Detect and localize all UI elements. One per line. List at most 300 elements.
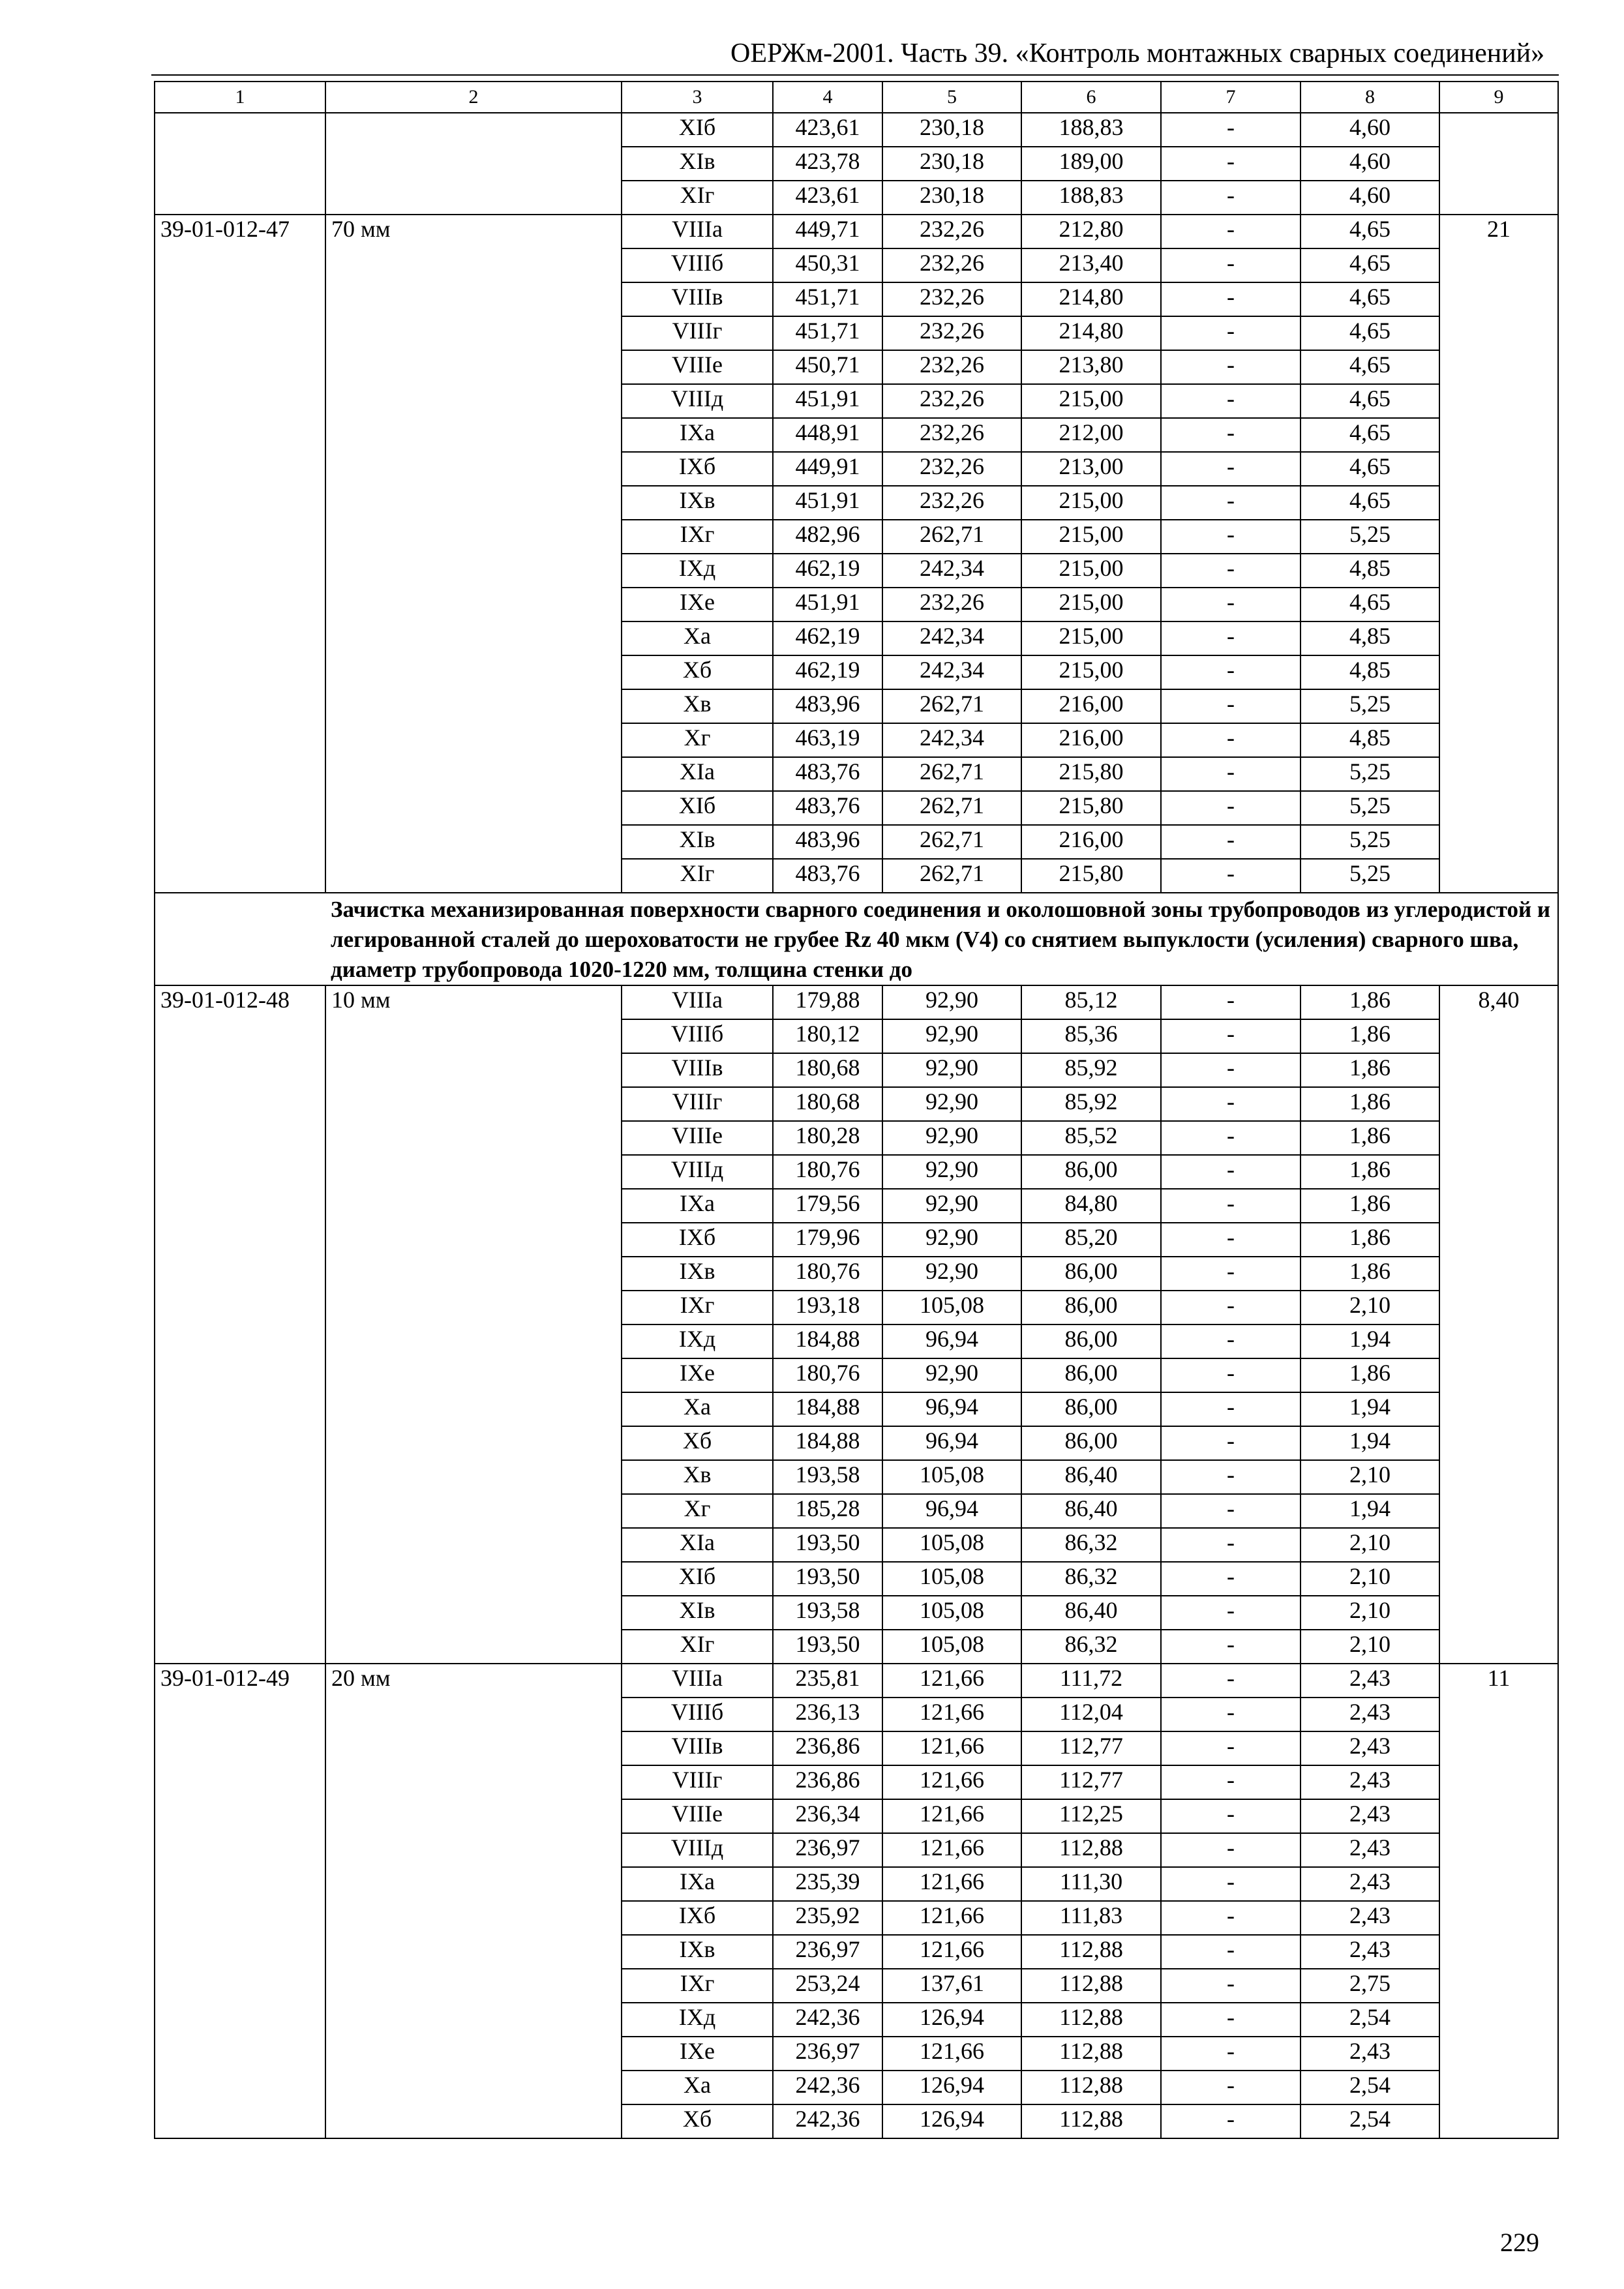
materials-cell: 4,65 [1301,384,1439,418]
materials-cell: 4,65 [1301,452,1439,486]
incl-wages-cell: - [1161,248,1301,282]
total-cost-cell: 180,76 [773,1358,882,1392]
incl-wages-cell: - [1161,1528,1301,1562]
machine-cost-cell: 86,00 [1021,1291,1161,1324]
resource-class-cell: IXв [622,486,773,520]
resource-class-cell: VIIIд [622,1833,773,1867]
machine-cost-cell: 112,88 [1021,2071,1161,2104]
machine-cost-cell: 112,88 [1021,1969,1161,2003]
total-cost-cell: 180,68 [773,1087,882,1121]
resource-class-cell: VIIIб [622,1698,773,1731]
total-cost-cell: 483,96 [773,689,882,723]
machine-cost-cell: 112,88 [1021,2003,1161,2037]
scrap-value-cell [1439,113,1558,215]
labor-cost-cell: 232,26 [882,418,1021,452]
machine-cost-cell: 215,00 [1021,621,1161,655]
resource-class-cell: Xб [622,1426,773,1460]
total-cost-cell: 235,39 [773,1867,882,1901]
resource-class-cell: IXб [622,1223,773,1257]
machine-cost-cell: 112,25 [1021,1799,1161,1833]
labor-cost-cell: 105,08 [882,1291,1021,1324]
incl-wages-cell: - [1161,723,1301,757]
materials-cell: 2,43 [1301,2037,1439,2071]
incl-wages-cell: - [1161,825,1301,859]
total-cost-cell: 450,71 [773,350,882,384]
machine-cost-cell: 112,88 [1021,2104,1161,2138]
machine-cost-cell: 111,30 [1021,1867,1161,1901]
incl-wages-cell: - [1161,1867,1301,1901]
materials-cell: 1,94 [1301,1392,1439,1426]
machine-cost-cell: 86,32 [1021,1528,1161,1562]
labor-cost-cell: 96,94 [882,1324,1021,1358]
rate-code-cell: 39-01-012-48 [155,985,325,1664]
total-cost-cell: 451,71 [773,282,882,316]
labor-cost-cell: 121,66 [882,1935,1021,1969]
total-cost-cell: 184,88 [773,1392,882,1426]
materials-cell: 1,86 [1301,1087,1439,1121]
column-header-5: 5 [882,82,1021,113]
total-cost-cell: 193,58 [773,1460,882,1494]
incl-wages-cell: - [1161,1053,1301,1087]
materials-cell: 1,86 [1301,1358,1439,1392]
resource-class-cell: XIв [622,1596,773,1630]
materials-cell: 4,65 [1301,316,1439,350]
materials-cell: 5,25 [1301,859,1439,893]
scrap-value-cell: 8,40 [1439,985,1558,1664]
incl-wages-cell: - [1161,1460,1301,1494]
materials-cell: 1,86 [1301,1155,1439,1189]
resource-class-cell: VIIIг [622,316,773,350]
labor-cost-cell: 92,90 [882,1223,1021,1257]
labor-cost-cell: 92,90 [882,1121,1021,1155]
total-cost-cell: 423,61 [773,113,882,147]
incl-wages-cell: - [1161,1358,1301,1392]
resource-class-cell: XIг [622,181,773,215]
materials-cell: 4,65 [1301,418,1439,452]
resource-class-cell: IXд [622,1324,773,1358]
resource-class-cell: XIа [622,757,773,791]
incl-wages-cell: - [1161,1155,1301,1189]
page-header-title: ОЕРЖм-2001. Часть 39. «Контроль монтажных сварных соединений» [730,38,1545,68]
total-cost-cell: 179,88 [773,985,882,1019]
total-cost-cell: 483,76 [773,757,882,791]
machine-cost-cell: 111,72 [1021,1664,1161,1698]
machine-cost-cell: 86,00 [1021,1155,1161,1189]
resource-class-cell: VIIIа [622,1664,773,1698]
machine-cost-cell: 86,00 [1021,1324,1161,1358]
materials-cell: 2,10 [1301,1562,1439,1596]
labor-cost-cell: 232,26 [882,588,1021,621]
table-row [155,215,1558,248]
machine-cost-cell: 215,80 [1021,859,1161,893]
materials-cell: 2,10 [1301,1528,1439,1562]
resource-class-cell: Xв [622,1460,773,1494]
incl-wages-cell: - [1161,350,1301,384]
labor-cost-cell: 232,26 [882,350,1021,384]
materials-cell: 2,43 [1301,1698,1439,1731]
total-cost-cell: 242,36 [773,2003,882,2037]
resource-class-cell: Xб [622,655,773,689]
incl-wages-cell: - [1161,1019,1301,1053]
machine-cost-cell: 86,00 [1021,1358,1161,1392]
incl-wages-cell: - [1161,859,1301,893]
total-cost-cell: 450,31 [773,248,882,282]
incl-wages-cell: - [1161,1596,1301,1630]
incl-wages-cell: - [1161,1189,1301,1223]
section-title: Зачистка механизированная поверхности сварного соединения и околошовной зоны трубопроводов из углеродистой и легированной сталей до шероховатости не грубее Rz 40 мкм (V4) со снятием выпуклости (усиления) сварного шва, диаметр трубопровода 1020-1220 мм, толщина стенки до [325,893,1558,985]
labor-cost-cell: 262,71 [882,791,1021,825]
materials-cell: 1,86 [1301,1019,1439,1053]
materials-cell: 2,43 [1301,1799,1439,1833]
labor-cost-cell: 121,66 [882,1765,1021,1799]
materials-cell: 1,86 [1301,1257,1439,1291]
labor-cost-cell: 92,90 [882,1053,1021,1087]
total-cost-cell: 236,86 [773,1731,882,1765]
machine-cost-cell: 112,88 [1021,1833,1161,1867]
total-cost-cell: 451,91 [773,384,882,418]
materials-cell: 4,60 [1301,181,1439,215]
column-header-2: 2 [325,82,622,113]
labor-cost-cell: 232,26 [882,316,1021,350]
resource-class-cell: IXв [622,1935,773,1969]
total-cost-cell: 451,71 [773,316,882,350]
materials-cell: 2,43 [1301,1664,1439,1698]
resource-class-cell: IXа [622,1189,773,1223]
labor-cost-cell: 230,18 [882,181,1021,215]
machine-cost-cell: 215,00 [1021,384,1161,418]
total-cost-cell: 193,18 [773,1291,882,1324]
resource-class-cell: XIб [622,1562,773,1596]
total-cost-cell: 180,12 [773,1019,882,1053]
labor-cost-cell: 232,26 [882,452,1021,486]
labor-cost-cell: 126,94 [882,2104,1021,2138]
incl-wages-cell: - [1161,147,1301,181]
resource-class-cell: XIа [622,1528,773,1562]
total-cost-cell: 236,97 [773,2037,882,2071]
machine-cost-cell: 216,00 [1021,689,1161,723]
materials-cell: 4,65 [1301,282,1439,316]
incl-wages-cell: - [1161,1664,1301,1698]
labor-cost-cell: 137,61 [882,1969,1021,2003]
labor-cost-cell: 232,26 [882,486,1021,520]
labor-cost-cell: 126,94 [882,2071,1021,2104]
labor-cost-cell: 230,18 [882,113,1021,147]
wall-thickness-cell [325,113,622,215]
page-number: 229 [1500,2228,1539,2257]
resource-class-cell: VIIIе [622,350,773,384]
resource-class-cell: VIIIа [622,215,773,248]
column-header-row [155,82,1558,113]
materials-cell: 2,43 [1301,1765,1439,1799]
machine-cost-cell: 215,80 [1021,757,1161,791]
materials-cell: 2,54 [1301,2104,1439,2138]
resource-class-cell: Xа [622,2071,773,2104]
labor-cost-cell: 262,71 [882,520,1021,554]
resource-class-cell: IXе [622,1358,773,1392]
machine-cost-cell: 86,32 [1021,1630,1161,1664]
total-cost-cell: 462,19 [773,655,882,689]
incl-wages-cell: - [1161,1901,1301,1935]
total-cost-cell: 483,76 [773,791,882,825]
labor-cost-cell: 262,71 [882,757,1021,791]
materials-cell: 5,25 [1301,689,1439,723]
labor-cost-cell: 242,34 [882,723,1021,757]
materials-cell: 4,85 [1301,723,1439,757]
machine-cost-cell: 112,77 [1021,1731,1161,1765]
resource-class-cell: VIIIд [622,1155,773,1189]
resource-class-cell: XIг [622,1630,773,1664]
machine-cost-cell: 84,80 [1021,1189,1161,1223]
total-cost-cell: 180,76 [773,1155,882,1189]
machine-cost-cell: 216,00 [1021,723,1161,757]
machine-cost-cell: 188,83 [1021,181,1161,215]
incl-wages-cell: - [1161,1121,1301,1155]
total-cost-cell: 423,78 [773,147,882,181]
labor-cost-cell: 96,94 [882,1494,1021,1528]
resource-class-cell: IXг [622,1969,773,2003]
total-cost-cell: 483,96 [773,825,882,859]
incl-wages-cell: - [1161,655,1301,689]
incl-wages-cell: - [1161,1324,1301,1358]
materials-cell: 2,54 [1301,2003,1439,2037]
column-header-7: 7 [1161,82,1301,113]
incl-wages-cell: - [1161,316,1301,350]
total-cost-cell: 253,24 [773,1969,882,2003]
machine-cost-cell: 215,00 [1021,554,1161,588]
incl-wages-cell: - [1161,2003,1301,2037]
incl-wages-cell: - [1161,985,1301,1019]
labor-cost-cell: 92,90 [882,1155,1021,1189]
header-rule [151,74,1559,76]
labor-cost-cell: 105,08 [882,1460,1021,1494]
labor-cost-cell: 121,66 [882,1867,1021,1901]
resource-class-cell: IXг [622,520,773,554]
machine-cost-cell: 86,32 [1021,1562,1161,1596]
machine-cost-cell: 112,88 [1021,1935,1161,1969]
incl-wages-cell: - [1161,1698,1301,1731]
labor-cost-cell: 230,18 [882,147,1021,181]
incl-wages-cell: - [1161,2037,1301,2071]
total-cost-cell: 184,88 [773,1426,882,1460]
machine-cost-cell: 85,20 [1021,1223,1161,1257]
incl-wages-cell: - [1161,1833,1301,1867]
materials-cell: 4,65 [1301,215,1439,248]
materials-cell: 1,86 [1301,1189,1439,1223]
machine-cost-cell: 214,80 [1021,282,1161,316]
incl-wages-cell: - [1161,689,1301,723]
incl-wages-cell: - [1161,1765,1301,1799]
resource-class-cell: VIIIг [622,1765,773,1799]
total-cost-cell: 451,91 [773,486,882,520]
labor-cost-cell: 92,90 [882,1019,1021,1053]
resource-class-cell: IXа [622,1867,773,1901]
total-cost-cell: 179,96 [773,1223,882,1257]
machine-cost-cell: 85,52 [1021,1121,1161,1155]
materials-cell: 2,10 [1301,1596,1439,1630]
total-cost-cell: 180,28 [773,1121,882,1155]
labor-cost-cell: 105,08 [882,1562,1021,1596]
materials-cell: 2,10 [1301,1460,1439,1494]
machine-cost-cell: 189,00 [1021,147,1161,181]
materials-cell: 1,94 [1301,1324,1439,1358]
incl-wages-cell: - [1161,554,1301,588]
labor-cost-cell: 262,71 [882,825,1021,859]
materials-cell: 2,43 [1301,1867,1439,1901]
total-cost-cell: 180,68 [773,1053,882,1087]
labor-cost-cell: 92,90 [882,1087,1021,1121]
total-cost-cell: 193,50 [773,1562,882,1596]
incl-wages-cell: - [1161,588,1301,621]
scrap-value-cell: 11 [1439,1664,1558,2138]
machine-cost-cell: 213,80 [1021,350,1161,384]
machine-cost-cell: 112,77 [1021,1765,1161,1799]
resource-class-cell: VIIIа [622,985,773,1019]
materials-cell: 2,43 [1301,1935,1439,1969]
labor-cost-cell: 96,94 [882,1426,1021,1460]
resource-class-cell: VIIIв [622,1731,773,1765]
labor-cost-cell: 262,71 [882,859,1021,893]
incl-wages-cell: - [1161,418,1301,452]
materials-cell: 1,86 [1301,1053,1439,1087]
materials-cell: 4,65 [1301,486,1439,520]
incl-wages-cell: - [1161,1087,1301,1121]
machine-cost-cell: 112,88 [1021,2037,1161,2071]
resource-class-cell: XIб [622,791,773,825]
total-cost-cell: 193,50 [773,1630,882,1664]
labor-cost-cell: 232,26 [882,384,1021,418]
labor-cost-cell: 121,66 [882,1833,1021,1867]
machine-cost-cell: 215,00 [1021,520,1161,554]
column-header-1: 1 [155,82,325,113]
machine-cost-cell: 212,80 [1021,215,1161,248]
column-header-3: 3 [622,82,773,113]
machine-cost-cell: 111,83 [1021,1901,1161,1935]
incl-wages-cell: - [1161,486,1301,520]
resource-class-cell: VIIIд [622,384,773,418]
total-cost-cell: 242,36 [773,2104,882,2138]
total-cost-cell: 235,92 [773,1901,882,1935]
resource-class-cell: IXе [622,588,773,621]
incl-wages-cell: - [1161,384,1301,418]
labor-cost-cell: 105,08 [882,1596,1021,1630]
materials-cell: 5,25 [1301,791,1439,825]
labor-cost-cell: 105,08 [882,1528,1021,1562]
incl-wages-cell: - [1161,621,1301,655]
machine-cost-cell: 86,40 [1021,1596,1161,1630]
labor-cost-cell: 242,34 [882,655,1021,689]
materials-cell: 2,75 [1301,1969,1439,2003]
resource-class-cell: IXб [622,1901,773,1935]
rate-code-cell: 39-01-012-49 [155,1664,325,2138]
resource-class-cell: VIIIб [622,1019,773,1053]
total-cost-cell: 236,13 [773,1698,882,1731]
machine-cost-cell: 86,00 [1021,1392,1161,1426]
labor-cost-cell: 92,90 [882,985,1021,1019]
incl-wages-cell: - [1161,113,1301,147]
resource-class-cell: Xг [622,1494,773,1528]
machine-cost-cell: 85,12 [1021,985,1161,1019]
materials-cell: 5,25 [1301,520,1439,554]
machine-cost-cell: 212,00 [1021,418,1161,452]
materials-cell: 4,85 [1301,621,1439,655]
resource-class-cell: Xа [622,1392,773,1426]
total-cost-cell: 448,91 [773,418,882,452]
resource-class-cell: IXд [622,2003,773,2037]
machine-cost-cell: 86,00 [1021,1257,1161,1291]
resource-class-cell: VIIIе [622,1121,773,1155]
incl-wages-cell: - [1161,1799,1301,1833]
machine-cost-cell: 85,92 [1021,1087,1161,1121]
incl-wages-cell: - [1161,1257,1301,1291]
labor-cost-cell: 121,66 [882,1799,1021,1833]
table-row [155,1664,1558,1698]
column-header-4: 4 [773,82,882,113]
labor-cost-cell: 96,94 [882,1392,1021,1426]
total-cost-cell: 462,19 [773,554,882,588]
labor-cost-cell: 121,66 [882,1698,1021,1731]
total-cost-cell: 236,97 [773,1833,882,1867]
materials-cell: 4,65 [1301,350,1439,384]
total-cost-cell: 463,19 [773,723,882,757]
labor-cost-cell: 92,90 [882,1189,1021,1223]
incl-wages-cell: - [1161,757,1301,791]
machine-cost-cell: 86,40 [1021,1494,1161,1528]
materials-cell: 1,94 [1301,1494,1439,1528]
materials-cell: 2,43 [1301,1833,1439,1867]
total-cost-cell: 193,58 [773,1596,882,1630]
resource-class-cell: VIIIв [622,282,773,316]
column-header-8: 8 [1301,82,1439,113]
total-cost-cell: 236,34 [773,1799,882,1833]
materials-cell: 1,86 [1301,985,1439,1019]
wall-thickness-cell: 20 мм [325,1664,622,2138]
materials-cell: 1,94 [1301,1426,1439,1460]
total-cost-cell: 449,71 [773,215,882,248]
machine-cost-cell: 214,80 [1021,316,1161,350]
scrap-value-cell: 21 [1439,215,1558,893]
total-cost-cell: 235,81 [773,1664,882,1698]
total-cost-cell: 179,56 [773,1189,882,1223]
machine-cost-cell: 86,40 [1021,1460,1161,1494]
labor-cost-cell: 232,26 [882,215,1021,248]
resource-class-cell: IXд [622,554,773,588]
machine-cost-cell: 213,40 [1021,248,1161,282]
labor-cost-cell: 242,34 [882,554,1021,588]
incl-wages-cell: - [1161,1969,1301,2003]
machine-cost-cell: 216,00 [1021,825,1161,859]
labor-cost-cell: 105,08 [882,1630,1021,1664]
labor-cost-cell: 242,34 [882,621,1021,655]
incl-wages-cell: - [1161,1562,1301,1596]
total-cost-cell: 236,86 [773,1765,882,1799]
resource-class-cell: IXб [622,452,773,486]
labor-cost-cell: 92,90 [882,1358,1021,1392]
materials-cell: 2,54 [1301,2071,1439,2104]
wall-thickness-cell: 10 мм [325,985,622,1664]
incl-wages-cell: - [1161,1494,1301,1528]
incl-wages-cell: - [1161,1630,1301,1664]
total-cost-cell: 180,76 [773,1257,882,1291]
machine-cost-cell: 188,83 [1021,113,1161,147]
rates-table-body [155,82,1558,2138]
resource-class-cell: VIIIв [622,1053,773,1087]
machine-cost-cell: 112,04 [1021,1698,1161,1731]
total-cost-cell: 451,91 [773,588,882,621]
resource-class-cell: VIIIб [622,248,773,282]
incl-wages-cell: - [1161,452,1301,486]
resource-class-cell: Xв [622,689,773,723]
resource-class-cell: XIв [622,147,773,181]
